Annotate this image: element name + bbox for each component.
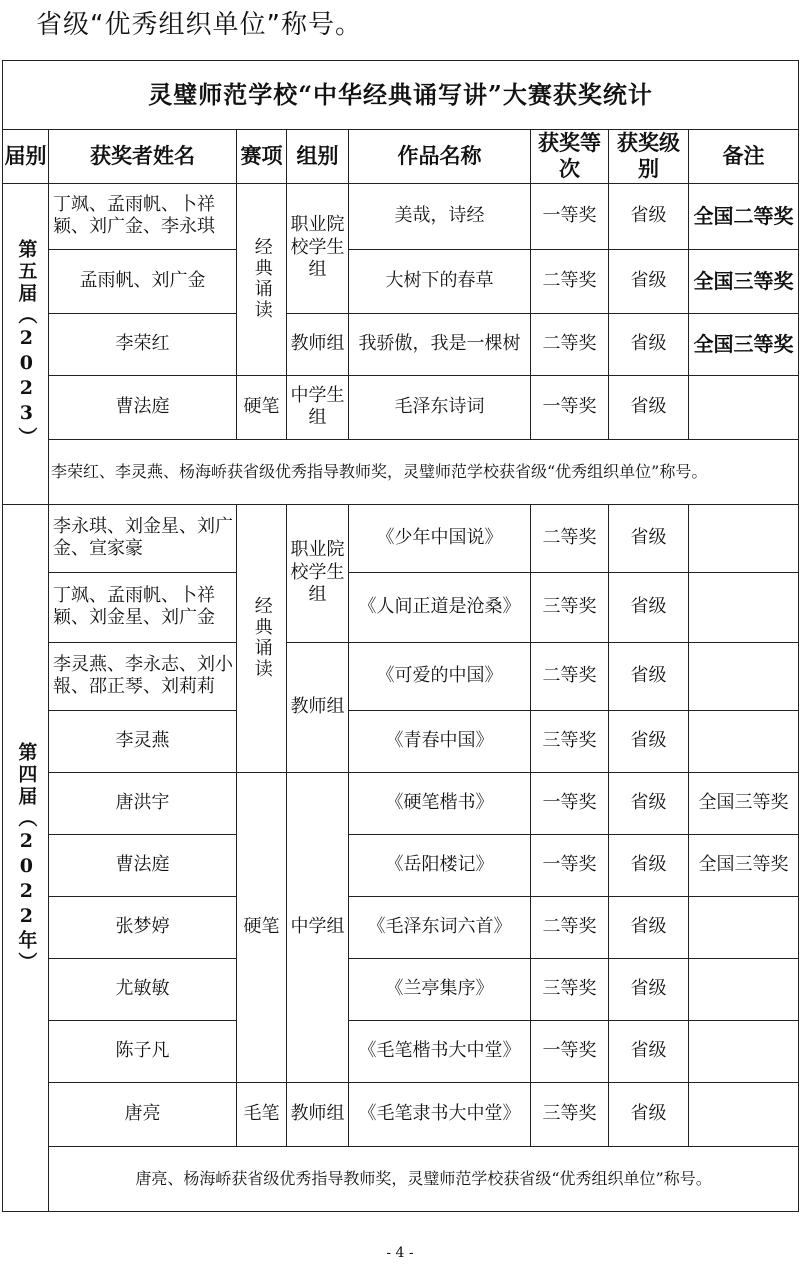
work-cell: 《少年中国说》 [349, 504, 531, 572]
names-cell: 曹法庭 [49, 834, 237, 896]
remark-cell [689, 375, 799, 439]
table-row [3, 896, 799, 958]
header-cell: 作品名称 [349, 130, 531, 184]
names-cell: 尤敏敏 [49, 958, 237, 1020]
remark-cell [689, 896, 799, 958]
remark-cell: 全国二等奖 [689, 183, 799, 249]
level-cell: 省级 [609, 313, 689, 375]
event-cell: 毛笔 [237, 1082, 287, 1146]
work-cell: 《毛笔楷书大中堂》 [349, 1020, 531, 1082]
names-cell: 陈子凡 [49, 1020, 237, 1082]
work-cell: 《毛泽东词六首》 [349, 896, 531, 958]
table-row [3, 504, 799, 572]
rank-cell: 二等奖 [531, 249, 609, 313]
remark-cell [689, 1020, 799, 1082]
work-cell: 《青春中国》 [349, 710, 531, 772]
level-cell: 省级 [609, 834, 689, 896]
event-cell [237, 183, 287, 375]
level-cell: 省级 [609, 772, 689, 834]
header-cell: 获奖者姓名 [49, 130, 237, 184]
header-cell: 获奖等次 [531, 130, 609, 184]
work-cell: 《可爱的中国》 [349, 642, 531, 710]
table-row [3, 772, 799, 834]
group-cell: 教师组 [287, 1082, 349, 1146]
table-row [3, 1020, 799, 1082]
work-cell: 毛泽东诗词 [349, 375, 531, 439]
work-cell: 《岳阳楼记》 [349, 834, 531, 896]
session-cell [3, 183, 49, 504]
remark-cell [689, 710, 799, 772]
event-cell [237, 504, 287, 772]
rank-cell: 二等奖 [531, 313, 609, 375]
group-cell: 职业院校学生组 [287, 183, 349, 313]
table-row [3, 1146, 799, 1211]
group-cell: 教师组 [287, 642, 349, 772]
remark-cell: 全国三等奖 [689, 249, 799, 313]
level-cell: 省级 [609, 572, 689, 642]
table-row [3, 642, 799, 710]
names-cell: 唐洪宇 [49, 772, 237, 834]
work-cell: 《毛笔隶书大中堂》 [349, 1082, 531, 1146]
event-label: 经典诵读 [251, 596, 273, 680]
level-cell: 省级 [609, 375, 689, 439]
session-label: 第四届（2022年） [15, 741, 38, 974]
group-cell: 职业院校学生组 [287, 504, 349, 642]
level-cell: 省级 [609, 249, 689, 313]
remark-cell [689, 1082, 799, 1146]
table-row [3, 439, 799, 504]
intro-line: 省级“优秀组织单位”称号。 [36, 10, 362, 40]
rank-cell: 二等奖 [531, 896, 609, 958]
rank-cell: 三等奖 [531, 1082, 609, 1146]
rank-cell: 一等奖 [531, 772, 609, 834]
group-cell: 中学组 [287, 772, 349, 1082]
header-cell: 组别 [287, 130, 349, 184]
names-cell: 李荣红 [49, 313, 237, 375]
work-cell: 《兰亭集序》 [349, 958, 531, 1020]
event-cell: 硬笔 [237, 375, 287, 439]
level-cell: 省级 [609, 642, 689, 710]
remark-cell: 全国三等奖 [689, 313, 799, 375]
group-cell: 教师组 [287, 313, 349, 375]
session-note: 李荣红、李灵燕、杨海峤获省级优秀指导教师奖，灵璧师范学校获省级“优秀组织单位”称号。 [49, 439, 799, 504]
award-table [2, 60, 799, 1212]
session-label: 第五届（2023） [15, 238, 38, 449]
level-cell: 省级 [609, 958, 689, 1020]
table-row [3, 375, 799, 439]
rank-cell: 三等奖 [531, 958, 609, 1020]
rank-cell: 二等奖 [531, 504, 609, 572]
names-cell: 曹法庭 [49, 375, 237, 439]
level-cell: 省级 [609, 183, 689, 249]
names-cell: 丁飒、孟雨帆、卜祥颖、刘广金、李永琪 [49, 183, 237, 249]
rank-cell: 三等奖 [531, 572, 609, 642]
table-row [3, 572, 799, 642]
work-cell: 《硬笔楷书》 [349, 772, 531, 834]
event-label: 经典诵读 [251, 237, 273, 321]
remark-cell: 全国三等奖 [689, 834, 799, 896]
remark-cell: 全国三等奖 [689, 772, 799, 834]
rank-cell: 一等奖 [531, 1020, 609, 1082]
table-row [3, 710, 799, 772]
names-cell: 李灵燕、李永志、刘小報、邵正琴、刘莉莉 [49, 642, 237, 710]
names-cell: 丁飒、孟雨帆、卜祥颖、刘金星、刘广金 [49, 572, 237, 642]
level-cell: 省级 [609, 1082, 689, 1146]
level-cell: 省级 [609, 504, 689, 572]
header-cell: 获奖级别 [609, 130, 689, 184]
table-row [3, 249, 799, 313]
group-cell: 中学生组 [287, 375, 349, 439]
remark-cell [689, 572, 799, 642]
names-cell: 李灵燕 [49, 710, 237, 772]
table-row [3, 958, 799, 1020]
award-table-container [2, 60, 798, 1226]
rank-cell: 一等奖 [531, 375, 609, 439]
header-cell: 届别 [3, 130, 49, 184]
session-note: 唐亮、杨海峤获省级优秀指导教师奖，灵璧师范学校获省级“优秀组织单位”称号。 [49, 1146, 799, 1211]
names-cell: 张梦婷 [49, 896, 237, 958]
work-cell: 美哉，诗经 [349, 183, 531, 249]
header-cell: 备注 [689, 130, 799, 184]
rank-cell: 一等奖 [531, 183, 609, 249]
table-row [3, 313, 799, 375]
table-row [3, 1082, 799, 1146]
level-cell: 省级 [609, 1020, 689, 1082]
header-row [3, 130, 799, 184]
rank-cell: 二等奖 [531, 642, 609, 710]
names-cell: 唐亮 [49, 1082, 237, 1146]
table-row [3, 834, 799, 896]
table-row [3, 183, 799, 249]
work-cell: 大树下的春草 [349, 249, 531, 313]
rank-cell: 三等奖 [531, 710, 609, 772]
remark-cell [689, 642, 799, 710]
event-cell: 硬笔 [237, 772, 287, 1082]
rank-cell: 一等奖 [531, 834, 609, 896]
names-cell: 孟雨帆、刘广金 [49, 249, 237, 313]
work-cell: 《人间正道是沧桑》 [349, 572, 531, 642]
remark-cell [689, 504, 799, 572]
page-number: - 4 - [386, 1245, 414, 1261]
header-cell: 赛项 [237, 130, 287, 184]
level-cell: 省级 [609, 710, 689, 772]
names-cell: 李永琪、刘金星、刘广金、宣家豪 [49, 504, 237, 572]
level-cell: 省级 [609, 896, 689, 958]
session-cell [3, 504, 49, 1211]
work-cell: 我骄傲，我是一棵树 [349, 313, 531, 375]
remark-cell [689, 958, 799, 1020]
table-title: 灵璧师范学校“中华经典诵写讲”大赛获奖统计 [3, 61, 799, 130]
